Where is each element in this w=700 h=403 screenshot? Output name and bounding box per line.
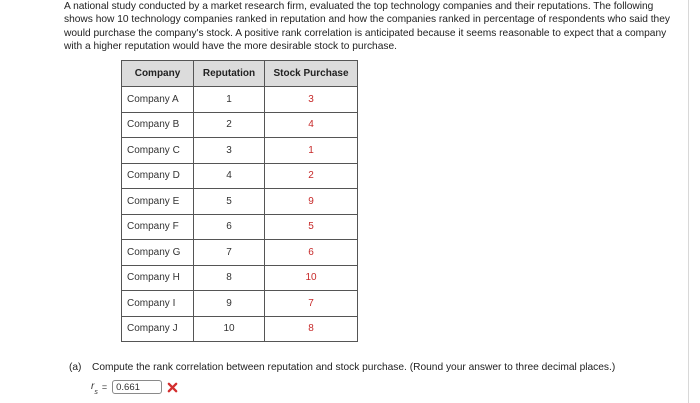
answer-row xyxy=(91,378,178,396)
cell-stock-purchase: 8 xyxy=(265,316,358,342)
cell-company: Company G xyxy=(122,240,194,266)
cell-company: Company E xyxy=(122,189,194,215)
cell-company: Company I xyxy=(122,291,194,317)
cell-reputation: 10 xyxy=(194,316,265,342)
cell-stock-purchase: 9 xyxy=(265,189,358,215)
cell-reputation: 3 xyxy=(194,138,265,164)
table-row xyxy=(122,189,358,215)
cell-stock-purchase: 6 xyxy=(265,240,358,266)
wrong-x-icon xyxy=(167,382,178,393)
cell-stock-purchase: 10 xyxy=(265,265,358,291)
question-label: (a) xyxy=(69,362,82,373)
cell-company: Company H xyxy=(122,265,194,291)
variable-letter: r xyxy=(91,380,95,392)
table-body xyxy=(122,87,358,342)
table-row xyxy=(122,163,358,189)
cell-reputation: 5 xyxy=(194,189,265,215)
page-edge-divider xyxy=(688,0,689,403)
table-row xyxy=(122,240,358,266)
cell-reputation: 6 xyxy=(194,214,265,240)
rank-correlation-symbol xyxy=(91,381,98,394)
cell-reputation: 9 xyxy=(194,291,265,317)
cell-reputation: 7 xyxy=(194,240,265,266)
table-row xyxy=(122,316,358,342)
table-row xyxy=(122,214,358,240)
cell-reputation: 8 xyxy=(194,265,265,291)
cell-stock-purchase: 4 xyxy=(265,112,358,138)
rank-data-table xyxy=(121,60,358,342)
cell-stock-purchase: 5 xyxy=(265,214,358,240)
cell-company: Company D xyxy=(122,163,194,189)
cell-stock-purchase: 2 xyxy=(265,163,358,189)
cell-reputation: 4 xyxy=(194,163,265,189)
cell-company: Company A xyxy=(122,87,194,113)
cell-reputation: 2 xyxy=(194,112,265,138)
header-reputation: Reputation xyxy=(194,61,265,87)
table-row xyxy=(122,291,358,317)
answer-input[interactable] xyxy=(112,380,162,394)
table-row xyxy=(122,87,358,113)
header-company: Company xyxy=(122,61,194,87)
table-row xyxy=(122,138,358,164)
cell-company: Company J xyxy=(122,316,194,342)
table-row xyxy=(122,265,358,291)
equals-sign: = xyxy=(101,382,108,392)
question-a xyxy=(69,362,615,373)
table-header-row xyxy=(122,61,358,87)
cell-stock-purchase: 1 xyxy=(265,138,358,164)
header-stock-purchase: Stock Purchase xyxy=(265,61,358,87)
cell-stock-purchase: 3 xyxy=(265,87,358,113)
cell-company: Company C xyxy=(122,138,194,164)
cell-company: Company B xyxy=(122,112,194,138)
question-text: Compute the rank correlation between reputation and stock purchase. (Round your answer to three decimal places.) xyxy=(92,362,616,373)
cell-reputation: 1 xyxy=(194,87,265,113)
table-row xyxy=(122,112,358,138)
variable-subscript: s xyxy=(94,388,98,396)
cell-company: Company F xyxy=(122,214,194,240)
cell-stock-purchase: 7 xyxy=(265,291,358,317)
problem-statement: A national study conducted by a market research firm, evaluated the top technology companies and their reputations. The following shows how 10 technology companies ranked in reputation and how the companies ranked in percentage of respondents who said they would purchase the company's stock. A positive rank correlation is anticipated because it seems reasonable to expect that a company with a higher reputation would have the more desirable stock to purchase. xyxy=(64,1,670,52)
